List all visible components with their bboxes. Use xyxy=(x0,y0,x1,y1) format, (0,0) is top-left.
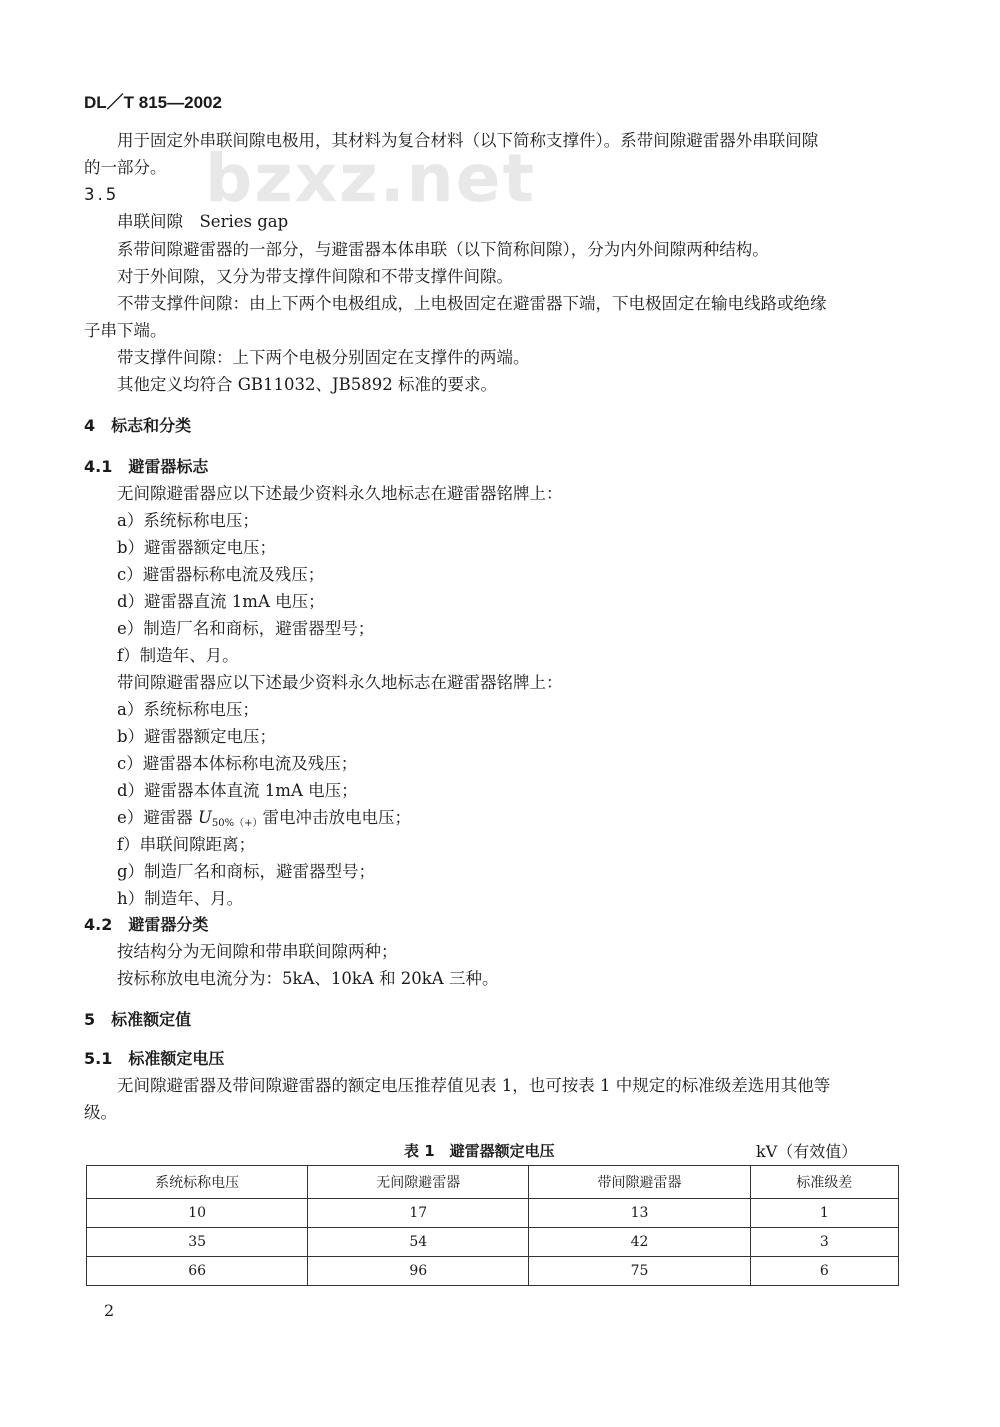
table-cell: 10 xyxy=(87,1199,308,1228)
table-header-cell: 标准级差 xyxy=(750,1166,898,1199)
table-cell: 13 xyxy=(529,1199,750,1228)
list-item: c）避雷器标称电流及残压； xyxy=(117,565,325,584)
paragraph-line: 不带支撑件间隙：由上下两个电极组成，上电极固定在避雷器下端，下电极固定在输电线路或绝缘 xyxy=(117,294,827,313)
list-item: a）系统标称电压； xyxy=(117,700,259,719)
table-cell: 96 xyxy=(308,1257,529,1286)
table-row xyxy=(87,1199,899,1228)
list-item xyxy=(117,808,411,834)
table-cell: 17 xyxy=(308,1199,529,1228)
list-item-suffix: 雷电冲击放电电压； xyxy=(262,808,412,827)
paragraph-line: 带间隙避雷器应以下述最少资料永久地标志在避雷器铭牌上： xyxy=(117,673,563,692)
list-item: f）制造年、月。 xyxy=(117,646,239,665)
table-unit: kV（有效值） xyxy=(756,1142,858,1161)
list-item: d）避雷器本体直流 1mA 电压； xyxy=(117,781,358,800)
table-cell: 1 xyxy=(750,1199,898,1228)
list-item: g）制造厂名和商标，避雷器型号； xyxy=(117,862,376,881)
table-cell: 3 xyxy=(750,1228,898,1257)
paragraph-line: 按结构分为无间隙和带串联间隙两种； xyxy=(117,942,398,961)
table-cell: 54 xyxy=(308,1228,529,1257)
paragraph-line: 用于固定外串联间隙电极用，其材料为复合材料（以下简称支撑件）。系带间隙避雷器外串联间隙 xyxy=(117,131,819,150)
table-header-cell: 无间隙避雷器 xyxy=(308,1166,529,1199)
list-item: a）系统标称电压； xyxy=(117,511,259,530)
table-cell: 66 xyxy=(87,1257,308,1286)
list-item: e）制造厂名和商标，避雷器型号； xyxy=(117,619,375,638)
section-heading: 5 标准额定值 xyxy=(84,1010,192,1029)
paragraph-line: 无间隙避雷器应以下述最少资料永久地标志在避雷器铭牌上： xyxy=(117,484,563,503)
table-cell: 42 xyxy=(529,1228,750,1257)
paragraph-line: 的一部分。 xyxy=(84,158,167,177)
list-item: h）制造年、月。 xyxy=(117,889,244,908)
paragraph-line: 级。 xyxy=(84,1103,117,1122)
paragraph-line: 按标称放电电流分为：5kA、10kA 和 20kA 三种。 xyxy=(117,969,499,988)
subsection-heading: 4.1 避雷器标志 xyxy=(84,457,209,476)
paragraph-line: 系带间隙避雷器的一部分，与避雷器本体串联（以下简称间隙），分为内外间隙两种结构。 xyxy=(117,240,769,259)
paragraph-line: 对于外间隙，又分为带支撑件间隙和不带支撑件间隙。 xyxy=(117,267,513,286)
table-header-row xyxy=(87,1166,899,1199)
table-cell: 35 xyxy=(87,1228,308,1257)
table-row xyxy=(87,1228,899,1257)
list-item: c）避雷器本体标称电流及残压； xyxy=(117,754,358,773)
paragraph-line: 子串下端。 xyxy=(84,321,167,340)
page-number: 2 xyxy=(104,1301,115,1320)
clause-number: 3.5 xyxy=(84,185,120,204)
list-item-prefix: e）避雷器 xyxy=(117,808,199,827)
variable-subscript: 50%（+） xyxy=(211,818,263,829)
term-title: 串联间隙 Series gap xyxy=(117,212,289,231)
list-item: f）串联间隙距离； xyxy=(117,835,256,854)
subsection-heading: 5.1 标准额定电压 xyxy=(84,1049,225,1068)
variable-u: U xyxy=(198,808,212,827)
rated-voltage-table xyxy=(86,1165,899,1286)
table-header-cell: 系统标称电压 xyxy=(87,1166,308,1199)
table-cell: 6 xyxy=(750,1257,898,1286)
table-cell: 75 xyxy=(529,1257,750,1286)
watermark: bzxz.net xyxy=(205,140,537,217)
paragraph-line: 带支撑件间隙：上下两个电极分别固定在支撑件的两端。 xyxy=(117,348,530,367)
table-row xyxy=(87,1257,899,1286)
list-item: b）避雷器额定电压； xyxy=(117,538,277,557)
doc-code-header: DL／T 815—2002 xyxy=(84,93,222,112)
table-caption: 表 1 避雷器额定电压 xyxy=(404,1142,555,1160)
table-header-cell: 带间隙避雷器 xyxy=(529,1166,750,1199)
subsection-heading: 4.2 避雷器分类 xyxy=(84,915,209,934)
section-heading: 4 标志和分类 xyxy=(84,416,192,435)
paragraph-line: 其他定义均符合 GB11032、JB5892 标准的要求。 xyxy=(117,375,498,394)
list-item: b）避雷器额定电压； xyxy=(117,727,277,746)
paragraph-line: 无间隙避雷器及带间隙避雷器的额定电压推荐值见表 1，也可按表 1 中规定的标准级差选用其他等 xyxy=(117,1076,831,1095)
list-item: d）避雷器直流 1mA 电压； xyxy=(117,592,325,611)
